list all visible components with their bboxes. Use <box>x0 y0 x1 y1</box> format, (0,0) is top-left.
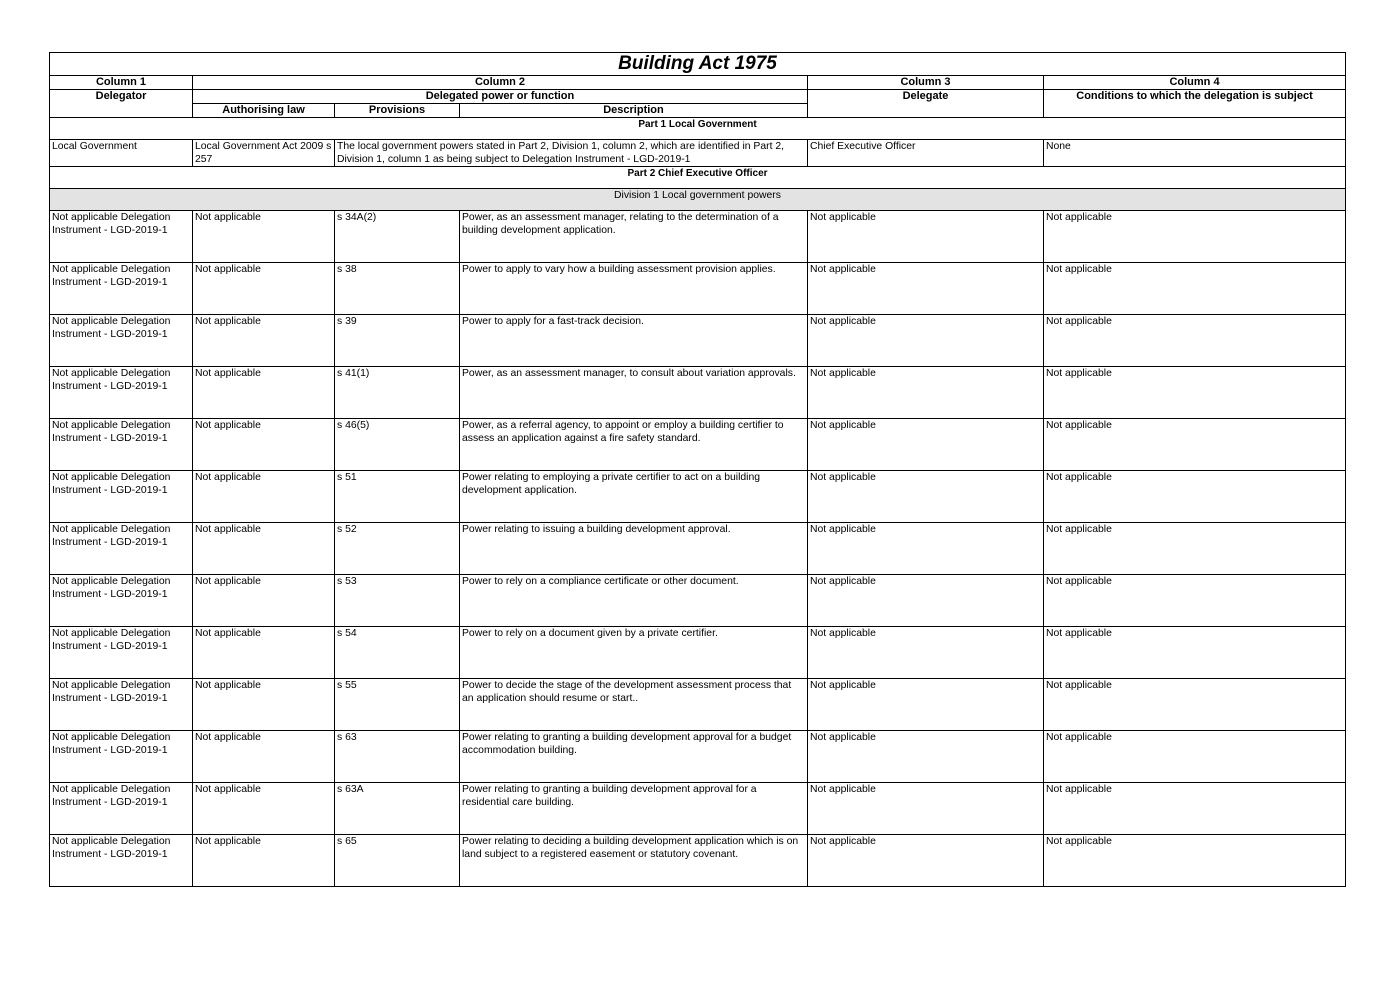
authorising-law-cell: Not applicable <box>193 263 335 315</box>
delegator-header: Delegator <box>50 90 193 118</box>
delegator-cell: Local Government <box>50 140 193 167</box>
table-row <box>50 835 1346 887</box>
delegator-cell: Not applicable Delegation Instrument - LGD-2019-1 <box>50 367 193 419</box>
table-row <box>50 783 1346 835</box>
authorising-law-cell: Not applicable <box>193 783 335 835</box>
table-row <box>50 140 1346 167</box>
conditions-cell: Not applicable <box>1044 263 1346 315</box>
provision-cell: s 53 <box>335 575 460 627</box>
provision-cell: s 63 <box>335 731 460 783</box>
provision-cell: s 38 <box>335 263 460 315</box>
description-cell: Power relating to granting a building development approval for a budget accommodation building. <box>460 731 808 783</box>
conditions-cell: Not applicable <box>1044 419 1346 471</box>
conditions-cell: Not applicable <box>1044 315 1346 367</box>
description-cell: Power to apply to vary how a building assessment provision applies. <box>460 263 808 315</box>
authorising-law-cell: Not applicable <box>193 835 335 887</box>
part-1-heading: Part 1 Local Government <box>50 118 1346 140</box>
column-1-header: Column 1 <box>50 76 193 90</box>
conditions-cell: Not applicable <box>1044 367 1346 419</box>
table-row <box>50 471 1346 523</box>
provision-cell: s 51 <box>335 471 460 523</box>
provision-cell: s 63A <box>335 783 460 835</box>
table-row <box>50 315 1346 367</box>
delegate-cell: Not applicable <box>808 523 1044 575</box>
delegator-cell: Not applicable Delegation Instrument - LGD-2019-1 <box>50 315 193 367</box>
part-2-heading: Part 2 Chief Executive Officer <box>50 167 1346 189</box>
provision-cell: s 65 <box>335 835 460 887</box>
authorising-law-cell: Not applicable <box>193 575 335 627</box>
description-cell: Power to apply for a fast-track decision. <box>460 315 808 367</box>
description-cell: Power, as an assessment manager, relating to the determination of a building development application. <box>460 211 808 263</box>
delegator-cell: Not applicable Delegation Instrument - LGD-2019-1 <box>50 211 193 263</box>
provision-cell: s 46(5) <box>335 419 460 471</box>
table-row <box>50 627 1346 679</box>
table-row <box>50 523 1346 575</box>
delegated-power-header: Delegated power or function <box>193 90 808 104</box>
authorising-law-cell: Local Government Act 2009 s 257 <box>193 140 335 167</box>
conditions-cell: Not applicable <box>1044 835 1346 887</box>
provisions-header: Provisions <box>335 104 460 118</box>
delegate-cell: Not applicable <box>808 315 1044 367</box>
authorising-law-cell: Not applicable <box>193 523 335 575</box>
delegator-cell: Not applicable Delegation Instrument - LGD-2019-1 <box>50 731 193 783</box>
delegate-cell: Not applicable <box>808 419 1044 471</box>
provision-cell: s 52 <box>335 523 460 575</box>
table-row <box>50 679 1346 731</box>
conditions-cell: Not applicable <box>1044 731 1346 783</box>
table-row <box>50 731 1346 783</box>
delegate-header: Delegate <box>808 90 1044 118</box>
delegator-cell: Not applicable Delegation Instrument - LGD-2019-1 <box>50 419 193 471</box>
column-4-header: Column 4 <box>1044 76 1346 90</box>
authorising-law-header: Authorising law <box>193 104 335 118</box>
delegator-cell: Not applicable Delegation Instrument - LGD-2019-1 <box>50 471 193 523</box>
delegate-cell: Not applicable <box>808 627 1044 679</box>
provision-cell: s 41(1) <box>335 367 460 419</box>
delegate-cell: Not applicable <box>808 575 1044 627</box>
delegation-table <box>49 52 1346 887</box>
description-cell: Power relating to employing a private certifier to act on a building development application. <box>460 471 808 523</box>
document-title: Building Act 1975 <box>50 53 1346 76</box>
authorising-law-cell: Not applicable <box>193 419 335 471</box>
authorising-law-cell: Not applicable <box>193 731 335 783</box>
delegate-cell: Not applicable <box>808 471 1044 523</box>
conditions-cell: Not applicable <box>1044 575 1346 627</box>
description-cell: Power to rely on a document given by a private certifier. <box>460 627 808 679</box>
description-cell: Power relating to deciding a building development application which is on land subject to a registered easement or statutory covenant. <box>460 835 808 887</box>
division-1-heading: Division 1 Local government powers <box>50 189 1346 211</box>
delegate-cell: Chief Executive Officer <box>808 140 1044 167</box>
delegate-cell: Not applicable <box>808 263 1044 315</box>
delegator-cell: Not applicable Delegation Instrument - LGD-2019-1 <box>50 523 193 575</box>
conditions-cell: None <box>1044 140 1346 167</box>
description-cell: Power relating to granting a building development approval for a residential care building. <box>460 783 808 835</box>
provision-cell: s 55 <box>335 679 460 731</box>
delegator-cell: Not applicable Delegation Instrument - LGD-2019-1 <box>50 783 193 835</box>
conditions-cell: Not applicable <box>1044 523 1346 575</box>
authorising-law-cell: Not applicable <box>193 211 335 263</box>
delegator-cell: Not applicable Delegation Instrument - LGD-2019-1 <box>50 263 193 315</box>
delegator-cell: Not applicable Delegation Instrument - LGD-2019-1 <box>50 627 193 679</box>
provision-cell: s 54 <box>335 627 460 679</box>
delegate-cell: Not applicable <box>808 679 1044 731</box>
description-header: Description <box>460 104 808 118</box>
conditions-header: Conditions to which the delegation is subject <box>1044 90 1346 118</box>
column-2-header: Column 2 <box>193 76 808 90</box>
provision-cell: s 34A(2) <box>335 211 460 263</box>
part-2-rows <box>50 211 1346 887</box>
table-row <box>50 211 1346 263</box>
column-3-header: Column 3 <box>808 76 1044 90</box>
conditions-cell: Not applicable <box>1044 211 1346 263</box>
authorising-law-cell: Not applicable <box>193 679 335 731</box>
table-row <box>50 419 1346 471</box>
authorising-law-cell: Not applicable <box>193 367 335 419</box>
description-cell: Power, as a referral agency, to appoint or employ a building certifier to assess an application against a fire safety standard. <box>460 419 808 471</box>
delegate-cell: Not applicable <box>808 835 1044 887</box>
authorising-law-cell: Not applicable <box>193 315 335 367</box>
conditions-cell: Not applicable <box>1044 783 1346 835</box>
table-row <box>50 575 1346 627</box>
delegator-cell: Not applicable Delegation Instrument - LGD-2019-1 <box>50 835 193 887</box>
delegate-cell: Not applicable <box>808 211 1044 263</box>
table-row <box>50 367 1346 419</box>
conditions-cell: Not applicable <box>1044 627 1346 679</box>
delegator-cell: Not applicable Delegation Instrument - LGD-2019-1 <box>50 679 193 731</box>
description-cell: Power relating to issuing a building development approval. <box>460 523 808 575</box>
description-cell: Power to rely on a compliance certificate or other document. <box>460 575 808 627</box>
provision-cell: s 39 <box>335 315 460 367</box>
description-cell: Power, as an assessment manager, to consult about variation approvals. <box>460 367 808 419</box>
delegate-cell: Not applicable <box>808 367 1044 419</box>
description-cell: The local government powers stated in Part 2, Division 1, column 2, which are identified in Part 2, Division 1, column 1 as being subject to Delegation Instrument - LGD-2019-1 <box>335 140 808 167</box>
authorising-law-cell: Not applicable <box>193 471 335 523</box>
conditions-cell: Not applicable <box>1044 471 1346 523</box>
delegate-cell: Not applicable <box>808 731 1044 783</box>
conditions-cell: Not applicable <box>1044 679 1346 731</box>
delegate-cell: Not applicable <box>808 783 1044 835</box>
description-cell: Power to decide the stage of the development assessment process that an application should resume or start.. <box>460 679 808 731</box>
delegator-cell: Not applicable Delegation Instrument - LGD-2019-1 <box>50 575 193 627</box>
table-row <box>50 263 1346 315</box>
authorising-law-cell: Not applicable <box>193 627 335 679</box>
